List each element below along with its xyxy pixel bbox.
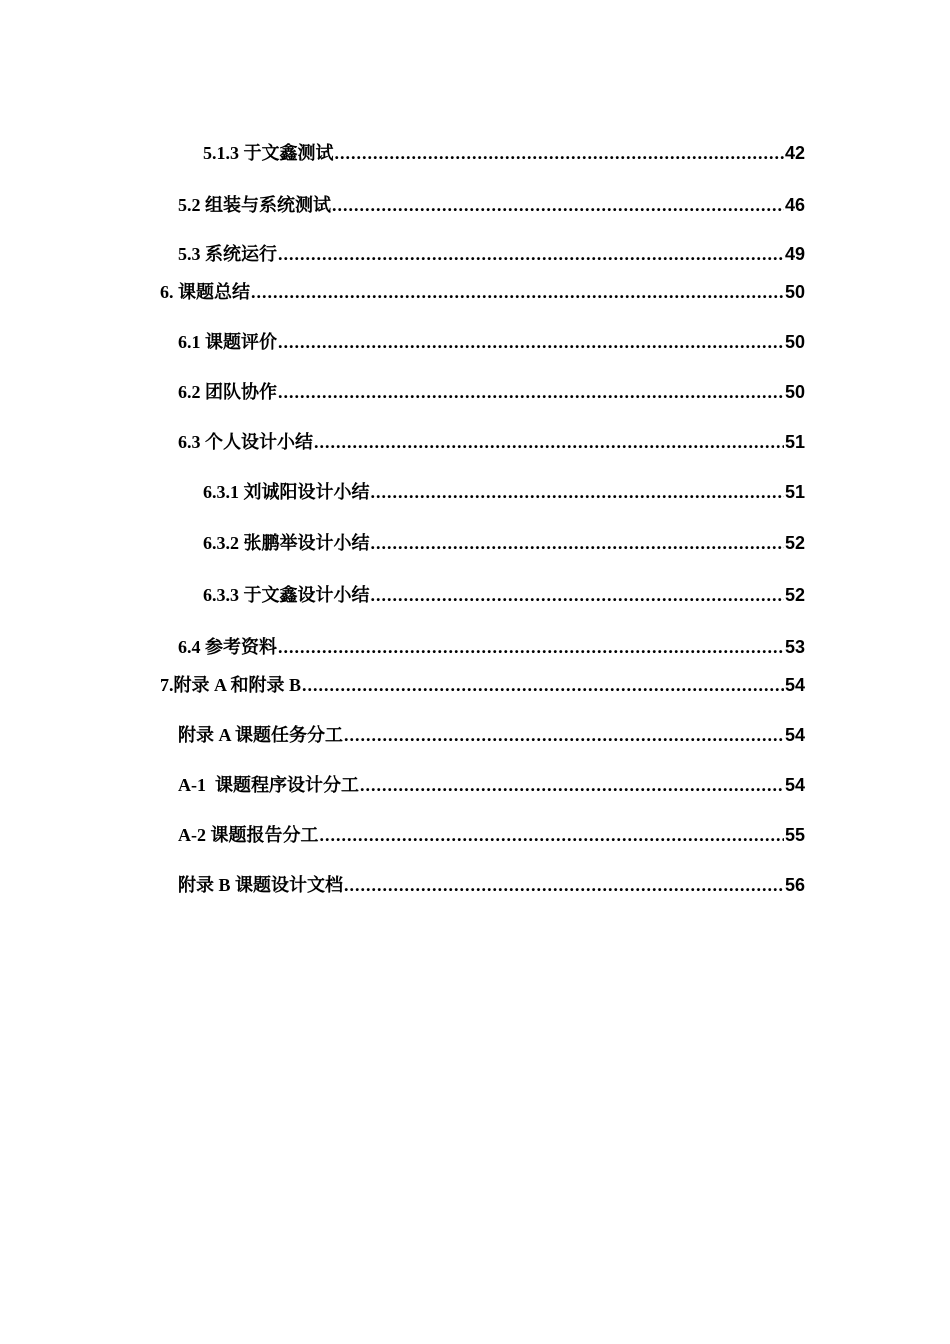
toc-dot-leader xyxy=(335,143,784,164)
toc-entry-6-4[interactable] xyxy=(178,633,805,659)
toc-entry-title: 6.3.3 于文鑫设计小结 xyxy=(203,585,370,605)
toc-entry-title: 5.3 系统运行 xyxy=(178,244,277,264)
toc-entry-a-1[interactable] xyxy=(178,771,805,797)
toc-page-number: 51 xyxy=(784,432,805,452)
toc-page-number: 51 xyxy=(784,482,805,502)
toc-entry-5-2[interactable] xyxy=(178,191,805,217)
toc-entry-title: A-2 课题报告分工 xyxy=(178,825,319,845)
toc-dot-leader xyxy=(278,332,784,353)
toc-entry-6-3-3[interactable] xyxy=(203,581,805,607)
toc-page-number: 52 xyxy=(784,533,805,553)
toc-dot-leader xyxy=(278,637,784,658)
toc-entry-title: A-1 课题程序设计分工 xyxy=(178,775,359,795)
toc-dot-leader xyxy=(302,675,784,696)
toc-dot-leader xyxy=(251,282,784,303)
toc-dot-leader xyxy=(360,775,784,796)
toc-entry-7[interactable] xyxy=(160,671,805,697)
toc-entry-title: 6.3 个人设计小结 xyxy=(178,432,313,452)
toc-entry-5-3[interactable] xyxy=(178,240,805,266)
toc-entry-6-2[interactable] xyxy=(178,378,805,404)
toc-page-number: 53 xyxy=(784,637,805,657)
toc-entry-a-2[interactable] xyxy=(178,821,805,847)
toc-dot-leader xyxy=(314,432,784,453)
toc-dot-leader xyxy=(320,825,784,846)
toc-entry-5-1-3[interactable] xyxy=(203,139,805,165)
toc-dot-leader xyxy=(371,533,784,554)
toc-entry-6[interactable] xyxy=(160,278,805,304)
toc-entry-6-1[interactable] xyxy=(178,328,805,354)
toc-page-number: 55 xyxy=(784,825,805,845)
toc-dot-leader xyxy=(371,585,784,606)
toc-page-number: 42 xyxy=(784,143,805,163)
toc-dot-leader xyxy=(278,382,784,403)
toc-entry-appendix-b[interactable] xyxy=(178,871,805,897)
toc-dot-leader xyxy=(278,244,784,265)
toc-entry-title: 6.2 团队协作 xyxy=(178,382,277,402)
toc-entry-title: 附录 A 课题任务分工 xyxy=(178,725,344,745)
toc-page-number: 50 xyxy=(784,282,805,302)
toc-entry-6-3-1[interactable] xyxy=(203,478,805,504)
toc-entry-6-3[interactable] xyxy=(178,428,805,454)
toc-entry-title: 6.1 课题评价 xyxy=(178,332,277,352)
toc-page-number: 50 xyxy=(784,382,805,402)
toc-page-number: 54 xyxy=(784,725,805,745)
toc-page-number: 56 xyxy=(784,875,805,895)
toc-entry-title: 7.附录 A 和附录 B xyxy=(160,675,302,695)
toc-page-number: 52 xyxy=(784,585,805,605)
toc-page-number: 50 xyxy=(784,332,805,352)
toc-dot-leader xyxy=(344,875,784,896)
toc-dot-leader xyxy=(371,482,784,503)
toc-entry-6-3-2[interactable] xyxy=(203,529,805,555)
toc-entry-title: 6.4 参考资料 xyxy=(178,637,277,657)
toc-entry-title: 6. 课题总结 xyxy=(160,282,250,302)
toc-page-number: 54 xyxy=(784,775,805,795)
toc-entry-title: 附录 B 课题设计文档 xyxy=(178,875,344,895)
toc-page-number: 46 xyxy=(784,195,805,215)
toc-dot-leader xyxy=(344,725,784,746)
toc-entry-title: 6.3.1 刘诚阳设计小结 xyxy=(203,482,370,502)
toc-page-number: 49 xyxy=(784,244,805,264)
toc-entry-title: 6.3.2 张鹏举设计小结 xyxy=(203,533,370,553)
toc-dot-leader xyxy=(332,195,784,216)
toc-page-number: 54 xyxy=(784,675,805,695)
toc-entry-title: 5.1.3 于文鑫测试 xyxy=(203,143,334,163)
toc-entry-appendix-a[interactable] xyxy=(178,721,805,747)
toc-entry-title: 5.2 组装与系统测试 xyxy=(178,195,331,215)
